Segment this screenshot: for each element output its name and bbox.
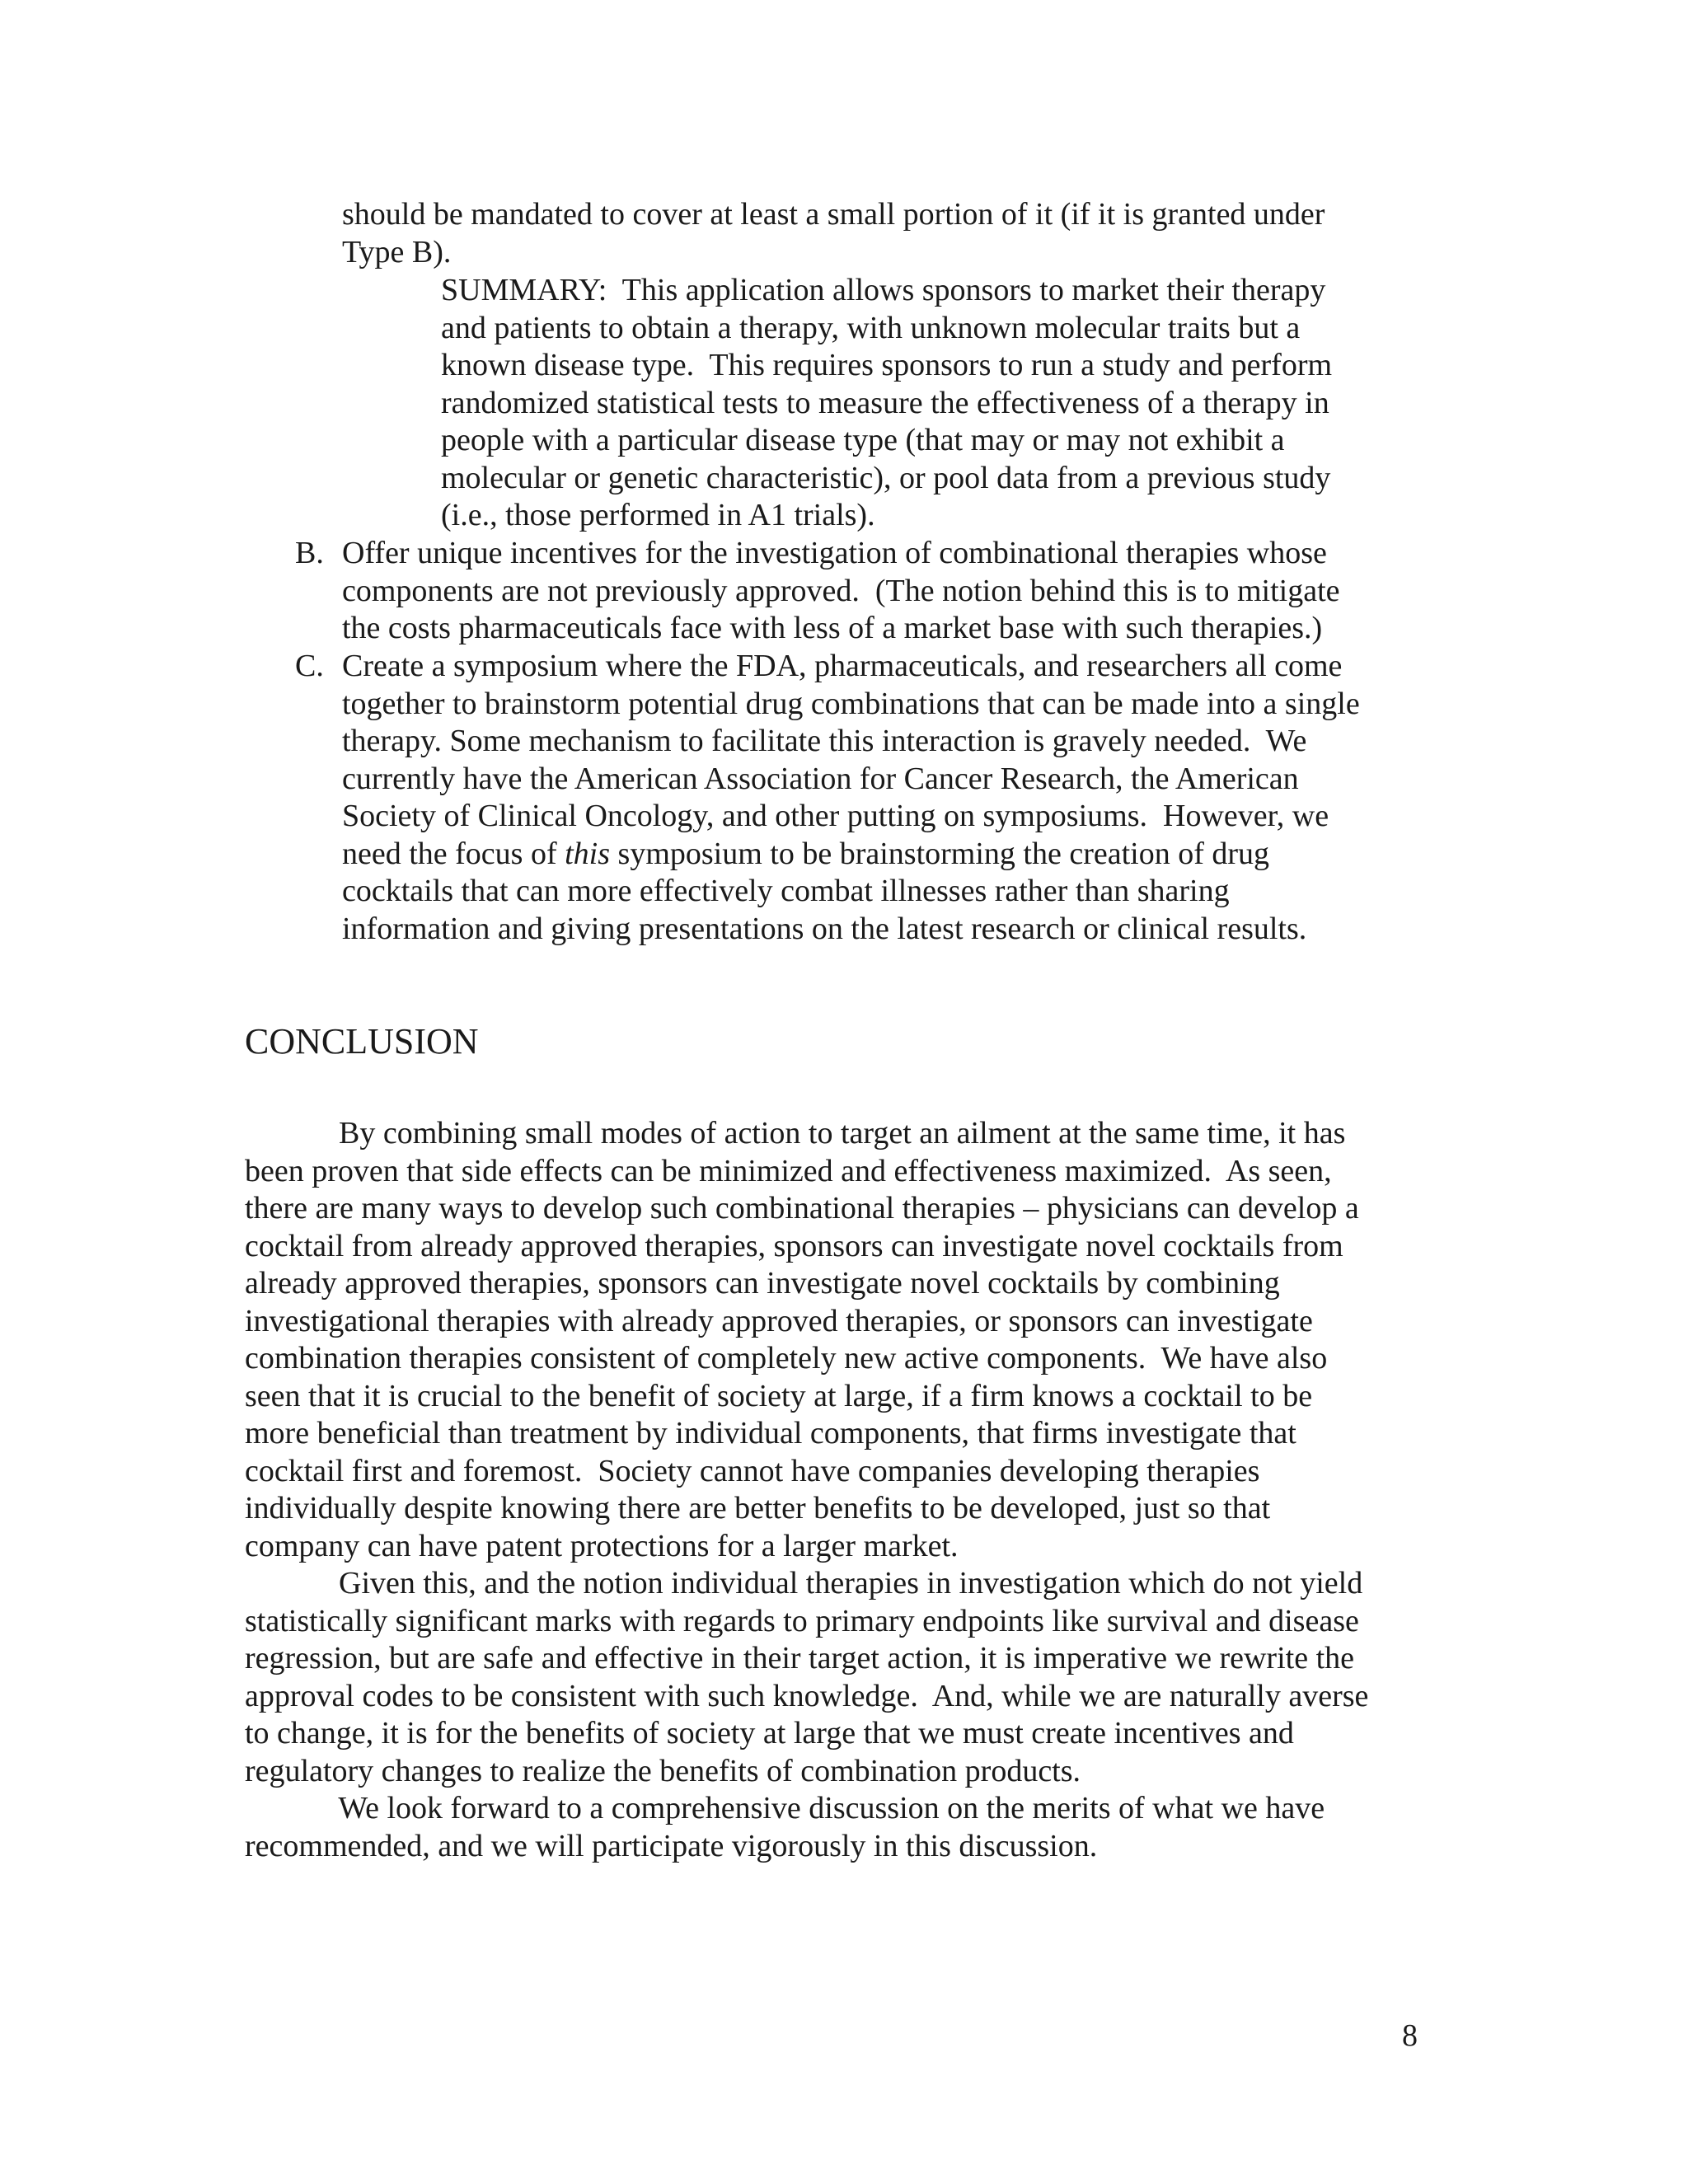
conclusion-paragraph-1 — [245, 1115, 1359, 1565]
text-line: recommended, and we will participate vigorously in this discussion. — [245, 1828, 1098, 1863]
text-line: more beneficial than treatment by individual components, that firms investigate that — [245, 1416, 1296, 1451]
continuation-paragraph — [342, 196, 1325, 271]
text-line: statistically significant marks with regards to primary endpoints like survival and disease — [245, 1603, 1359, 1638]
text-line: By combining small modes of action to target an ailment at the same time, it has — [245, 1116, 1346, 1151]
text-line: information and giving presentations on the latest research or clinical results. — [342, 911, 1307, 946]
text-line: Society of Clinical Oncology, and other putting on symposiums. However, we — [342, 799, 1329, 833]
list-marker-b: B. — [295, 536, 324, 570]
text-line: combination therapies consistent of completely new active components. We have also — [245, 1341, 1328, 1376]
conclusion-heading: CONCLUSION — [245, 1021, 479, 1062]
text-line: cocktail from already approved therapies, sponsors can investigate novel cocktails from — [245, 1228, 1343, 1263]
text-line: individually despite knowing there are better benefits to be developed, just so that — [245, 1491, 1271, 1526]
text-line: (i.e., those performed in A1 trials). — [441, 498, 875, 532]
text-line: components are not previously approved. (The notion behind this is to mitigate — [342, 573, 1340, 608]
text-line: molecular or genetic characteristic), or pool data from a previous study — [441, 460, 1331, 495]
conclusion-paragraph-3 — [245, 1790, 1325, 1865]
list-marker-c: C. — [295, 649, 324, 683]
text-line: cocktails that can more effectively combat illnesses rather than sharing — [342, 874, 1230, 908]
text-line: regulatory changes to realize the benefits of combination products. — [245, 1753, 1081, 1788]
text-line: cocktail first and foremost. Society cannot have companies developing therapies — [245, 1453, 1260, 1488]
text-line: known disease type. This requires sponsors to run a study and perform — [441, 348, 1333, 382]
text-line: We look forward to a comprehensive discussion on the merits of what we have — [245, 1791, 1325, 1825]
text-line: already approved therapies, sponsors can investigate novel cocktails by combining — [245, 1266, 1280, 1301]
text-line: regression, but are safe and effective in their target action, it is imperative we rewrite the — [245, 1641, 1354, 1675]
list-item-b — [342, 535, 1340, 648]
text-line: SUMMARY: This application allows sponsors to market their therapy — [441, 273, 1326, 307]
text-line: seen that it is crucial to the benefit of society at large, if a firm knows a cocktail to be — [245, 1378, 1313, 1413]
text-line: people with a particular disease type (that may or may not exhibit a — [441, 423, 1285, 457]
text-line: together to brainstorm potential drug combinations that can be made into a single — [342, 686, 1360, 721]
conclusion-paragraph-2 — [245, 1565, 1368, 1790]
text-line: the costs pharmaceuticals face with less of a market base with such therapies.) — [342, 611, 1323, 645]
text-line: Offer unique incentives for the investigation of combinational therapies whose — [342, 536, 1327, 570]
text-line: should be mandated to cover at least a small portion of it (if it is granted under — [342, 197, 1325, 232]
text-line: Type B). — [342, 234, 452, 269]
text-line: approval codes to be consistent with such knowledge. And, while we are naturally averse — [245, 1678, 1369, 1713]
text-line: therapy. Some mechanism to facilitate this interaction is gravely needed. We — [342, 724, 1307, 758]
text-line: Given this, and the notion individual therapies in investigation which do not yield — [245, 1566, 1363, 1601]
summary-paragraph — [441, 272, 1332, 535]
text-line: randomized statistical tests to measure the effectiveness of a therapy in — [441, 385, 1329, 420]
text-line: currently have the American Association for Cancer Research, the American — [342, 761, 1299, 796]
text-line: and patients to obtain a therapy, with unknown molecular traits but a — [441, 310, 1301, 345]
text-line: been proven that side effects can be minimized and effectiveness maximized. As seen, — [245, 1153, 1332, 1188]
list-item-c — [342, 648, 1360, 948]
text-line: company can have patent protections for a larger market. — [245, 1528, 959, 1563]
text-line: to change, it is for the benefits of society at large that we must create incentives and — [245, 1716, 1294, 1750]
text-line: need the focus of this symposium to be brainstorming the creation of drug — [342, 836, 1269, 871]
text-line: Create a symposium where the FDA, pharmaceuticals, and researchers all come — [342, 649, 1343, 683]
text-line: investigational therapies with already approved therapies, or sponsors can investigate — [245, 1303, 1313, 1338]
page-number: 8 — [1402, 2018, 1418, 2053]
text-line: there are many ways to develop such combinational therapies – physicians can develop a — [245, 1191, 1359, 1226]
